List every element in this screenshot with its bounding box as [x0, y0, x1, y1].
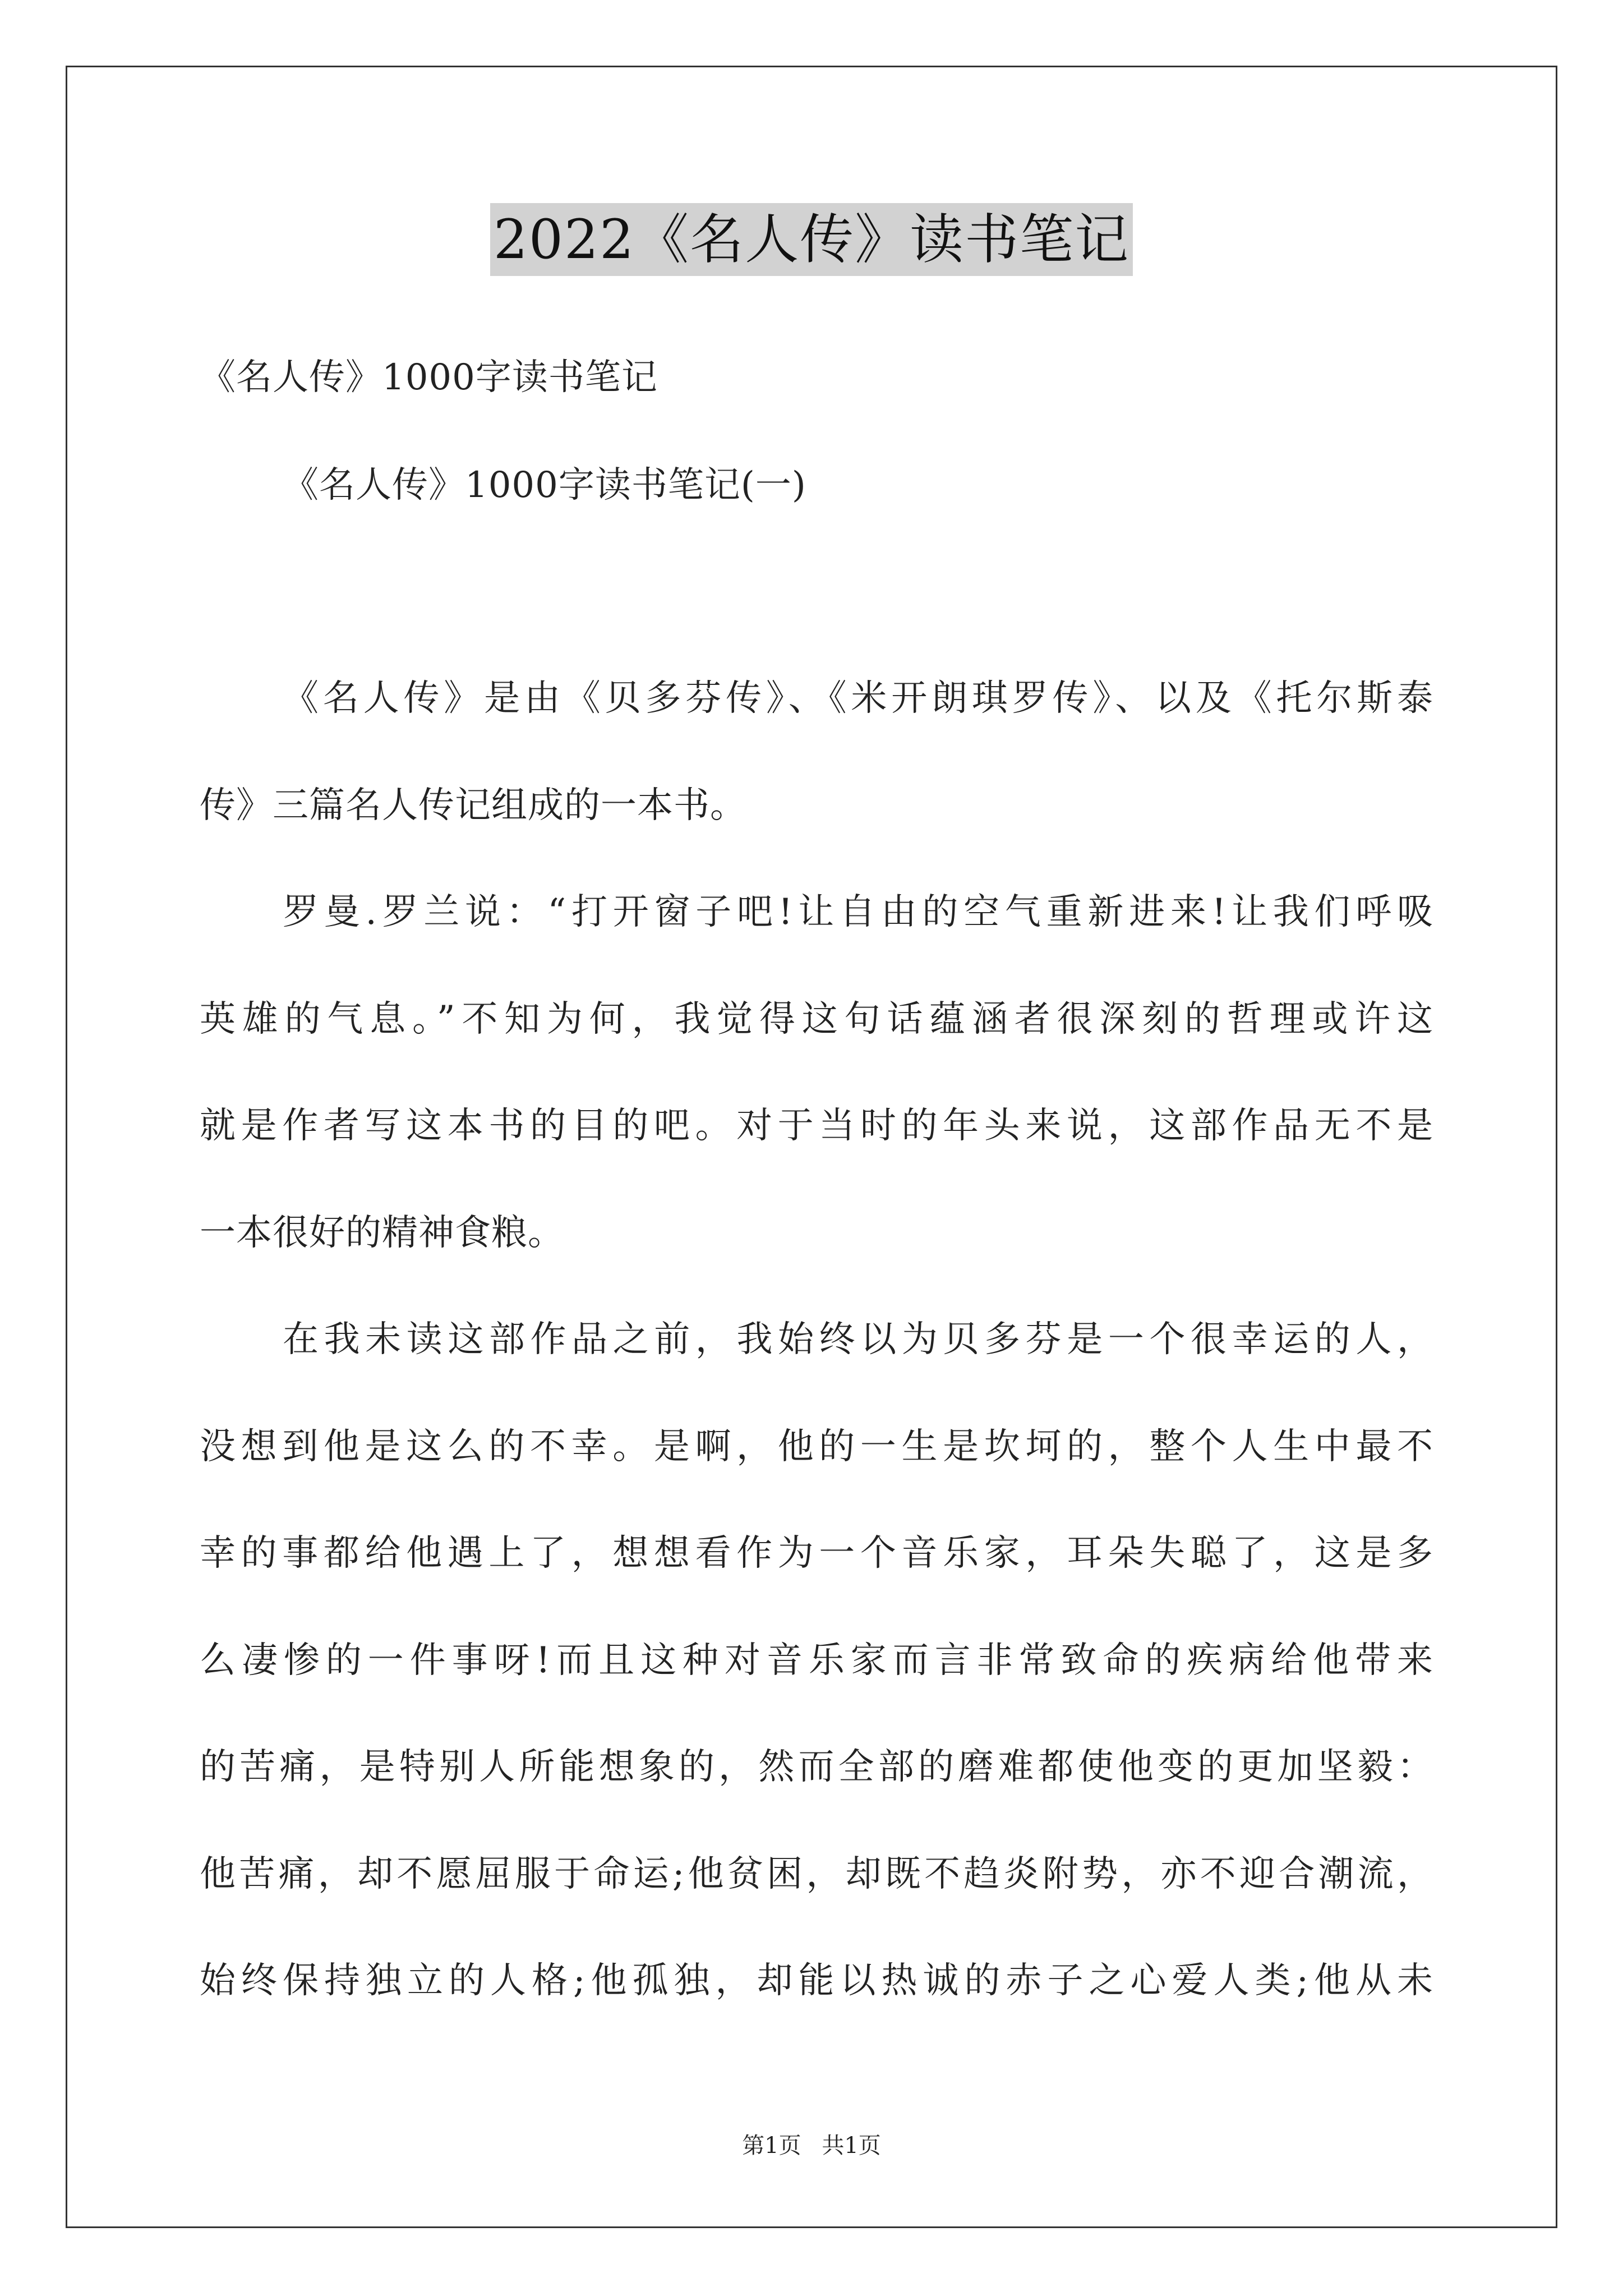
paragraph-line-6: 一本很好的精神食粮。 [200, 1212, 564, 1254]
paragraph-line-2: 传》三篇名人传记组成的一本书。 [200, 785, 746, 826]
paragraph-line-12: 他苦痛，却不愿屈服于命运;他贫困，却既不趋炎附势，亦不迎合潮流， [200, 1853, 1433, 1895]
paragraph-line-7: 在我未读这部作品之前，我始终以为贝多芬是一个很幸运的人， [283, 1319, 1433, 1360]
page-number-total: 共1页 [822, 2133, 881, 2159]
paragraph-line-4: 英雄的气息。”不知为何，我觉得这句话蕴涵者很深刻的哲理或许这 [200, 999, 1433, 1040]
document-title: 2022《名人传》读书笔记 [490, 203, 1133, 276]
paragraph-line-9: 幸的事都给他遇上了，想想看作为一个音乐家，耳朵失聪了，这是多 [200, 1533, 1433, 1574]
paragraph-line-8: 没想到他是这么的不幸。是啊，他的一生是坎坷的，整个人生中最不 [200, 1426, 1433, 1467]
paragraph-line-10: 么凄惨的一件事呀!而且这种对音乐家而言非常致命的疾病给他带来 [200, 1640, 1433, 1681]
page-footer [0, 2130, 1623, 2161]
page-number-current: 第1页 [742, 2133, 801, 2159]
paragraph-line-5: 就是作者写这本书的目的吧。对于当时的年头来说，这部作品无不是 [200, 1105, 1433, 1147]
paragraph-line-11: 的苦痛，是特别人所能想象的，然而全部的磨难都使他变的更加坚毅： [200, 1746, 1433, 1788]
section-heading: 《名人传》1000字读书笔记(一) [283, 464, 806, 506]
title-container [0, 203, 1623, 276]
paragraph-line-1: 《名人传》是由《贝多芬传》、《米开朗琪罗传》、以及《托尔斯泰 [283, 678, 1433, 719]
paragraph-line-3: 罗曼.罗兰说：“打开窗子吧!让自由的空气重新进来!让我们呼吸 [283, 891, 1433, 933]
paragraph-line-13: 始终保持独立的人格;他孤独，却能以热诚的赤子之心爱人类;他从未 [200, 1960, 1433, 2001]
subtitle: 《名人传》1000字读书笔记 [200, 357, 658, 398]
